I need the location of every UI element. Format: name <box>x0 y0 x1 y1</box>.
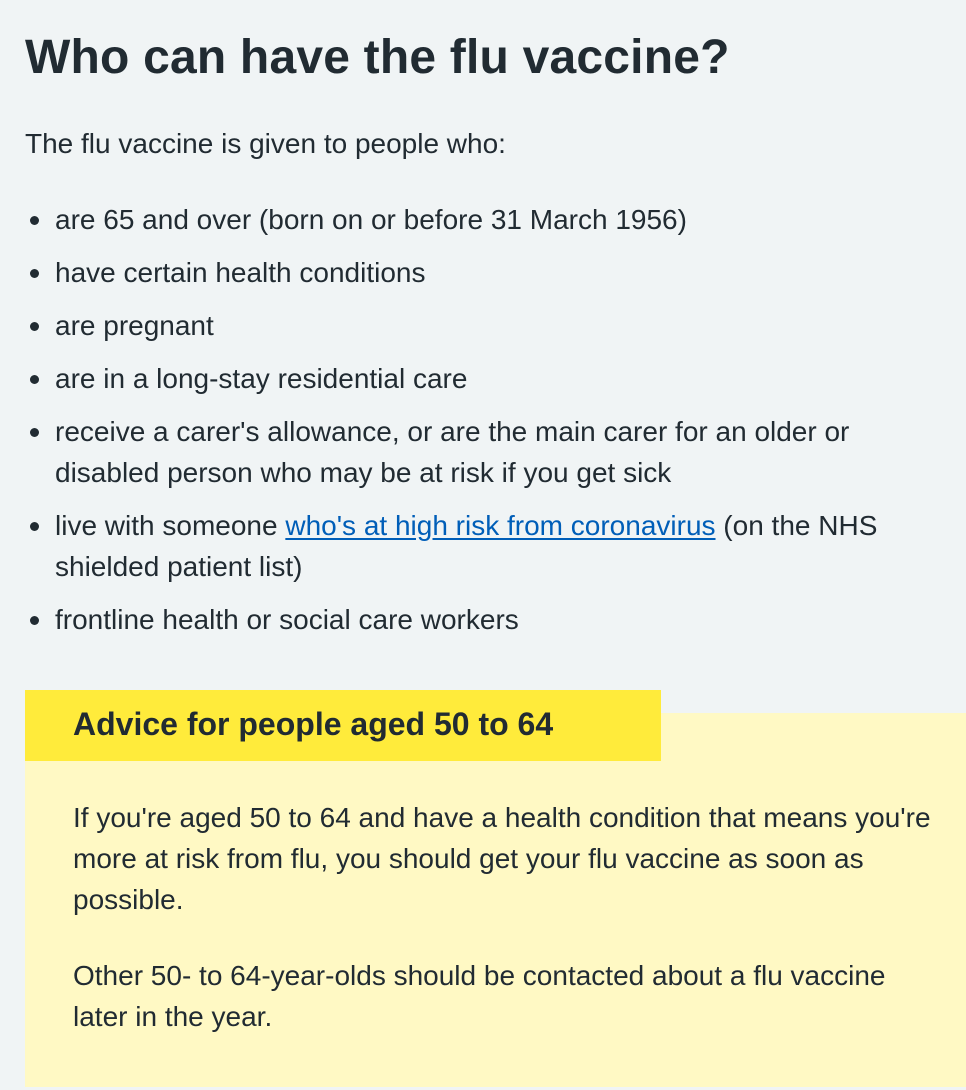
list-item <box>25 358 955 399</box>
bullet-icon <box>30 375 39 384</box>
list-item-text: are in a long-stay residential care <box>55 363 468 394</box>
bullet-icon <box>30 322 39 331</box>
list-item-text: are 65 and over (born on or before 31 March 1956) <box>55 204 687 235</box>
bullet-icon <box>30 269 39 278</box>
coronavirus-high-risk-link[interactable]: who's at high risk from coronavirus <box>285 510 716 541</box>
list-item <box>25 252 955 293</box>
list-item <box>25 505 955 587</box>
bullet-icon <box>30 216 39 225</box>
callout-paragraph: Other 50- to 64-year-olds should be contacted about a flu vaccine later in the year. <box>73 960 886 1032</box>
eligibility-list <box>25 199 955 652</box>
list-item-text: have certain health conditions <box>55 257 426 288</box>
callout-body <box>73 797 943 1072</box>
callout-paragraph: If you're aged 50 to 64 and have a health condition that means you're more at risk from flu, you should get your flu vaccine as soon as possible. <box>73 802 931 915</box>
intro-text: The flu vaccine is given to people who: <box>25 128 506 159</box>
list-item <box>25 411 955 493</box>
bullet-icon <box>30 428 39 437</box>
list-item <box>25 599 955 640</box>
list-item <box>25 305 955 346</box>
list-item <box>25 199 955 240</box>
list-item-text-before: live with someone <box>55 510 286 541</box>
page-title: Who can have the flu vaccine? <box>25 31 730 84</box>
bullet-icon <box>30 616 39 625</box>
bullet-icon <box>30 522 39 531</box>
list-item-text-after: (on the NHS shielded patient list) <box>55 510 878 582</box>
list-item-text: receive a carer's allowance, or are the main carer for an older or disabled person who may be at risk if you get sick <box>55 416 850 488</box>
list-item-text: frontline health or social care workers <box>55 604 519 635</box>
list-item-text: are pregnant <box>55 310 214 341</box>
callout-heading: Advice for people aged 50 to 64 <box>25 690 661 761</box>
